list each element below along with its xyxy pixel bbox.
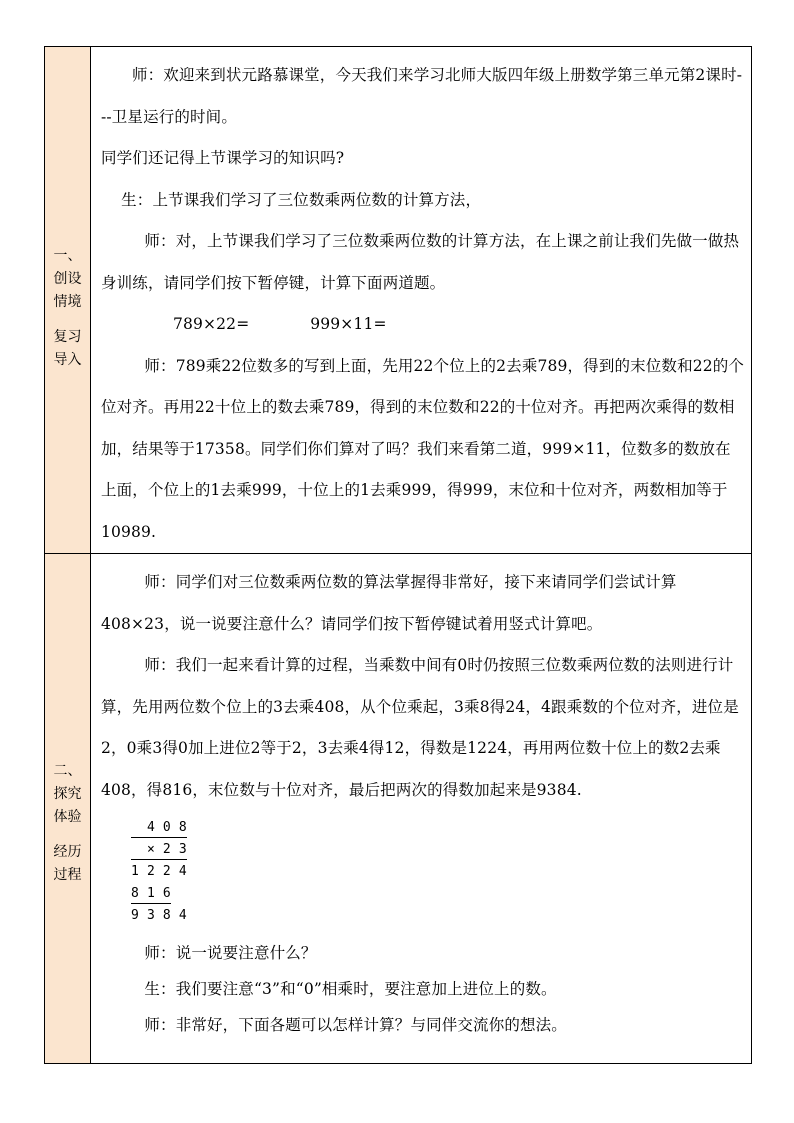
paragraph: 同学们还记得上节课学习的知识吗? [101,149,345,167]
paragraph: 师：对，上节课我们学习了三位数乘两位数的计算方法，在上课之前让我们先做一做热身训练，请同学们按下暂停键，计算下面两道题。 [101,232,740,292]
dialogue-line: 师：说一说要注意什么？ [144,944,317,962]
section-label-line: 创设 [53,271,82,287]
section-number: 二、 [53,763,82,779]
section-label-line: 情境 [53,294,82,310]
lesson-plan-table [44,46,752,1064]
calc-line: 8 1 6 [131,885,171,904]
calc-line: 4 0 8 [131,819,187,838]
calc-line: 1 2 2 4 [131,864,187,879]
section-label-cell [45,554,91,1064]
section-label-line: 探究 [53,786,82,802]
section-row-warmup [45,47,752,554]
section-label-line: 导入 [53,352,82,368]
dialogue-line: 师：非常好，下面各题可以怎样计算？与同伴交流你的想法。 [144,1016,567,1034]
paragraph: 师：我们一起来看计算的过程，当乘数中间有0时仍按照三位数乘两位数的法则进行计算，先用两位数个位上的3去乘408，从个位乘起，3乘8得24，4跟乘数的个位对齐，进位是2，0乘3得0加上进位2等于2，3去乘4得12，得数是1224，再用两位数十位上的数2去乘408，得816，末位数与十位对齐，最后把两次的得数加起来是9384. [101,656,739,799]
warmup-problems: 789×22= 999×11= [173,315,387,333]
vertical-calculation [101,817,745,927]
paragraph: 生：上节课我们学习了三位数乘两位数的计算方法， [121,190,482,209]
section-label-line: 经历 [53,844,82,860]
section-number: 一、 [53,248,82,264]
section-label [45,760,90,887]
section-label-line: 过程 [53,867,82,883]
calc-line: × 2 3 [131,841,187,860]
paragraph: 师：789乘22位数多的写到上面，先用22个位上的2去乘789，得到的末位数和22的个位对齐。再用22十位上的数去乘789，得到的末位数和22的十位对齐。再把两次乘得的数相加，结果等于17358。同学们你们算对了吗？我们来看第二道，999×11，位数多的数放在上面，个位上的1去乘999，十位上的1去乘999，得999，末位和十位对齐，两数相加等于10989. [101,356,745,541]
section-label-cell [45,47,91,554]
section-content-cell [91,554,752,1064]
paragraph: 师：欢迎来到状元路慕课堂，今天我们来学习北师大版四年级上册数学第三单元第2课时---卫星运行的时间。 [101,66,743,126]
section-label [45,245,90,372]
section-label-line: 复习 [53,329,82,345]
calc-line: 9 3 8 4 [131,908,187,923]
dialogue-line: 生：我们要注意“3”和“0”相乘时，要注意加上进位上的数。 [144,980,557,998]
paragraph: 师：同学们对三位数乘两位数的算法掌握得非常好，接下来请同学们尝试计算408×23，说一说要注意什么？请同学们按下暂停键试着用竖式计算吧。 [101,573,677,633]
section-content-cell [91,47,752,554]
section-label-line: 体验 [53,809,82,825]
section-row-explore [45,554,752,1064]
